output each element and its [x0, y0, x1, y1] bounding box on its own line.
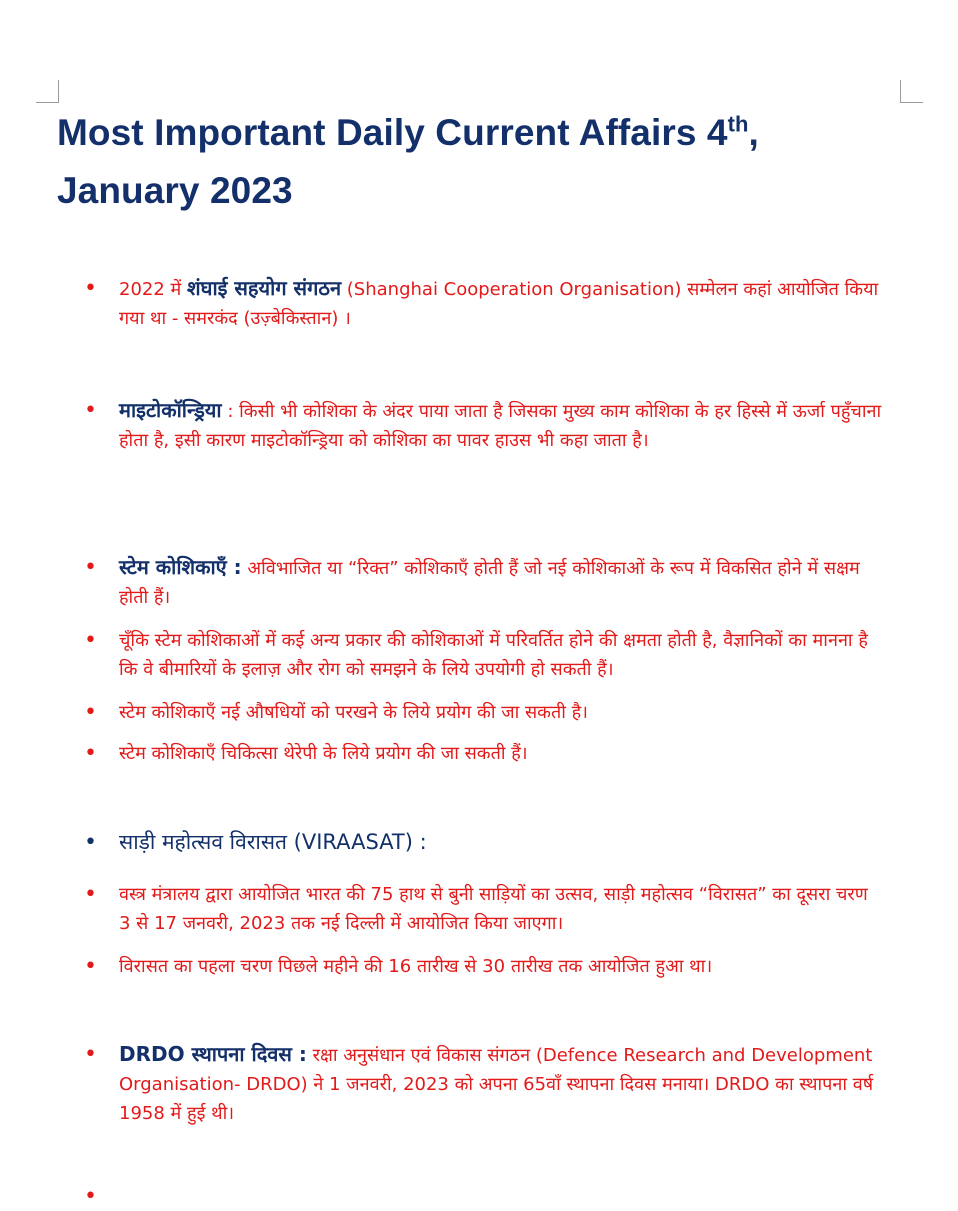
list-item-drdo: [84, 1040, 884, 1128]
item-text: विरासत का पहला चरण पिछले महीने की 16 तारीख से 30 तारीख तक आयोजित हुआ था।: [119, 956, 713, 977]
page-margin-corner-left: [36, 80, 59, 103]
item-text: स्टेम कोशिकाएँ चिकित्सा थेरेपी के लिये प्रयोग की जा सकती हैं।: [119, 743, 528, 764]
bullet-icon: •: [84, 276, 97, 301]
list-item-stem-cells-drugs: [84, 698, 884, 727]
item-heading: स्टेम कोशिकाएँ :: [119, 555, 242, 579]
bullet-icon: •: [84, 741, 97, 766]
page-title: [57, 104, 917, 220]
item-heading: शंघाई सहयोग संगठन: [187, 276, 342, 300]
bullet-icon: •: [84, 628, 97, 653]
list-item-viraasat-phase-1: [84, 952, 884, 981]
item-heading: DRDO स्थापना दिवस :: [119, 1042, 307, 1066]
bullet-icon: •: [84, 700, 97, 725]
item-text: : किसी भी कोशिका के अंदर पाया जाता है जिसका मुख्य काम कोशिका के हर हिस्से में ऊर्जा पहुँचाना होता है, इसी कारण माइटोकॉन्ड्रिया को कोशिका का पावर हाउस भी कहा जाता है।: [119, 401, 882, 451]
list-item-stem-cells-therapy: [84, 739, 884, 768]
list-item-stem-cells-uses: [84, 626, 884, 684]
item-heading: साड़ी महोत्सव विरासत (VIRAASAT) :: [119, 830, 427, 854]
list-item-stem-cells: [84, 553, 884, 612]
bullet-icon: •: [84, 398, 97, 423]
item-text: (Shanghai Cooperation Organisation) सम्मेलन कहां आयोजित किया गया था - समरकंद (उज़्बेकिस्तान) ।: [119, 279, 879, 329]
list-item-sco: [84, 274, 884, 333]
bullet-icon: •: [84, 1042, 97, 1067]
bullet-icon: •: [84, 954, 97, 979]
item-text: रक्षा अनुसंधान एवं विकास संगठन (Defence Research and Development Organisation- DRDO) ने 1 जनवरी, 2023 को अपना 65वाँ स्थापना दिवस मनाया। DRDO का स्थापना वर्ष 1958 में हुई थी।: [119, 1045, 874, 1124]
title-comma: ,: [748, 112, 759, 153]
bullet-icon: •: [84, 555, 97, 580]
list-item-mitochondria: [84, 396, 884, 455]
page-margin-corner-right: [900, 80, 923, 103]
item-text: चूँकि स्टेम कोशिकाओं में कई अन्य प्रकार की कोशिकाओं में परिवर्तित होने की क्षमता होती है, वैज्ञानिकों का मानना है कि वे बीमारियों के इलाज़ और रोग को समझने के लिये उपयोगी हो सकती हैं।: [119, 630, 868, 680]
bullet-icon: •: [84, 830, 97, 855]
list-item-viraasat: [84, 828, 884, 858]
item-prefix: 2022 में: [119, 279, 188, 300]
item-text: स्टेम कोशिकाएँ नई औषधियों को परखने के लिये प्रयोग की जा सकती है।: [119, 702, 588, 723]
title-line-1: Most Important Daily Current Affairs 4: [57, 112, 728, 153]
item-text: वस्त्र मंत्रालय द्वारा आयोजित भारत की 75 हाथ से बुनी साड़ियों का उत्सव, साड़ी महोत्सव “विरासत” का दूसरा चरण 3 से 17 जनवरी, 2023 तक नई दिल्ली में आयोजित किया जाएगा।: [119, 884, 868, 934]
title-line-2: January 2023: [57, 170, 293, 211]
item-text: अविभाजित या “रिक्त” कोशिकाएँ होती हैं जो नई कोशिकाओं के रूप में विकसित होने में सक्षम होती हैं।: [119, 558, 860, 608]
bullet-icon: •: [84, 882, 97, 907]
title-superscript: th: [727, 111, 749, 137]
list-item-viraasat-phase-2: [84, 880, 884, 938]
item-heading: माइटोकॉन्ड्रिया: [119, 398, 222, 422]
bullet-icon: •: [84, 1184, 97, 1209]
